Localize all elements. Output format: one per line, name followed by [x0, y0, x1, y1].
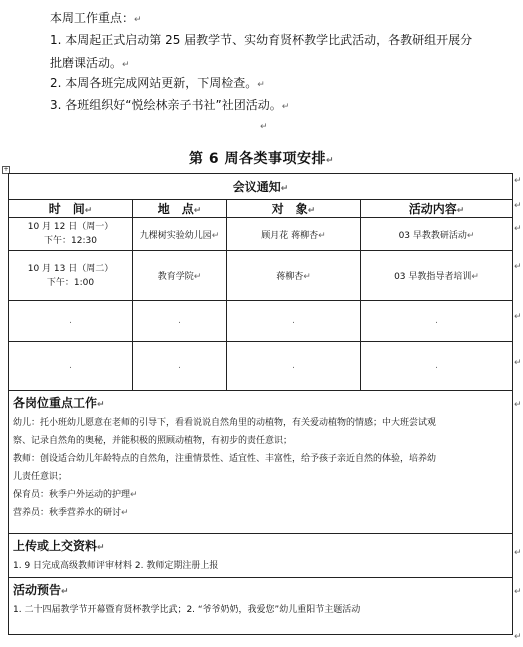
empty-cell: .	[227, 301, 361, 342]
table-row-empty	[9, 342, 513, 391]
row-place: 九棵树实验幼儿园↵	[133, 218, 227, 251]
preview-title: 活动预告↵	[13, 583, 69, 597]
schedule-title: 第 6 周各类事项安排↵	[188, 151, 335, 167]
positions-title: 各岗位重点工作↵	[13, 396, 105, 410]
empty-cell: .	[133, 301, 227, 342]
submissions-title: 上传或上交资料↵	[13, 539, 105, 553]
empty-cell: .	[361, 301, 513, 342]
row-content: 03 早教指导者培训↵	[361, 251, 513, 301]
preview-row	[9, 578, 513, 635]
positions-text: 幼儿：托小班幼儿愿意在老师的引导下，看看说说自然角里的动植物，有关爱动植物的情感；中大班尝试观 察、记录自然角的奥秘，并能积极的照顾动植物，有初步的责任意识； 教师：创设适合幼儿年龄特点的自然角，注重情景性、适宜性、丰富性，给予孩子亲近自然的体验，培养幼 儿责任意识； 保育员：秋季户外运动的护理↵ 营养员：秋季营养水的研讨↵	[13, 418, 437, 518]
paragraph-mark: ↵	[260, 122, 268, 132]
submissions-text: 1. 9 日完成高级教师评审材料 2. 教师定期注册上报	[13, 561, 219, 571]
positions-cell	[9, 391, 513, 534]
empty-cell: .	[9, 301, 133, 342]
empty-cell: .	[133, 342, 227, 391]
intro-item-2: 2. 本周各班完成网站更新，下周检查。↵	[50, 76, 265, 90]
meeting-header: 会议通知↵	[9, 174, 513, 200]
submissions-row	[9, 534, 513, 578]
intro-item-1-cont: 批磨课活动。↵	[50, 56, 130, 70]
row-target: 顾月花 蒋柳杏↵	[227, 218, 361, 251]
intro-item-1: 1. 本周起正式启动第 25 届教学节、实幼育贤杯教学比武活动，各教研组开展分	[50, 33, 473, 47]
column-header-row	[9, 200, 513, 218]
table-row	[9, 251, 513, 301]
row-time: 10 月 12 日（周一） 下午：12:30	[9, 218, 133, 251]
row-target: 蒋柳杏↵	[227, 251, 361, 301]
row-place: 教育学院↵	[133, 251, 227, 301]
intro-item-3: 3. 各班组织好“悦绘林亲子书社”社团活动。↵	[50, 98, 290, 112]
meeting-header-row	[9, 174, 513, 200]
row-time: 10 月 13 日（周二） 下午：1:00	[9, 251, 133, 301]
empty-cell: .	[9, 342, 133, 391]
col-time: 时 间↵	[9, 200, 133, 218]
table-row	[9, 218, 513, 251]
intro-heading: 本周工作重点：↵	[50, 11, 142, 25]
preview-cell	[9, 578, 513, 635]
table-row-empty	[9, 301, 513, 342]
col-target: 对 象↵	[227, 200, 361, 218]
submissions-cell	[9, 534, 513, 578]
schedule-table	[8, 173, 513, 635]
col-place: 地 点↵	[133, 200, 227, 218]
preview-text: 1. 二十四届教学节开幕暨育贤杯教学比武；2. “爷爷奶奶，我爱您”幼儿重阳节主题活动	[13, 605, 361, 615]
col-content: 活动内容↵	[361, 200, 513, 218]
empty-cell: .	[227, 342, 361, 391]
row-content: 03 早教教研活动↵	[361, 218, 513, 251]
positions-row	[9, 391, 513, 534]
empty-cell: .	[361, 342, 513, 391]
table-move-handle[interactable]: +	[3, 166, 9, 173]
